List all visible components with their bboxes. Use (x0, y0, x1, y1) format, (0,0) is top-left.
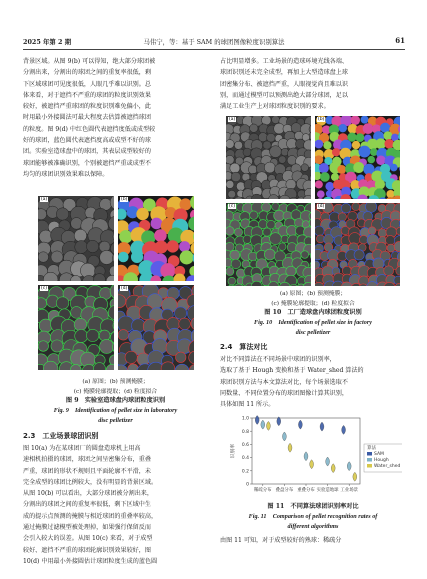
x-tick-label: 叠盘分布 (275, 488, 294, 493)
header-rule (23, 49, 405, 50)
legend-swatch (367, 458, 372, 462)
fig9-panel-b (118, 196, 194, 281)
fig9-panel-c (38, 285, 114, 370)
fig10-panel-a (226, 116, 311, 199)
text-line: 时用最小外接圆法可最大程度去估算被遮挡球团 (23, 114, 151, 122)
right-column-top-text (220, 56, 406, 112)
y-tick-label: 0.4 (241, 456, 249, 462)
fig9-caption-cn: 图 9 实验室造球盘内球团粒度识别 (65, 397, 166, 404)
text-line: 选取了基于 Hough 变换和基于 Water_shed 算法的 (220, 367, 364, 375)
x-tick-label: 稀疏分布 (254, 488, 272, 493)
fig10-tag-b: (b) (318, 117, 325, 122)
fig9-tag-b: (b) (121, 197, 128, 202)
text-line: 体来看，对于遮挡不严重的球团的粒度识别效果 (23, 91, 151, 99)
fig9-caption-en-1: Fig. 9 Identification of pellet size in laboratory (53, 407, 178, 414)
text-line: 速相机拍摄的球团，球团之间呈密集分布，重叠 (23, 456, 151, 464)
left-column-top-text (23, 56, 208, 180)
text-line: 别，而通过模型可以预测出绝大部分球团，足以 (220, 91, 348, 99)
text-line: 成的提示点预测的掩膜与相近球团的重叠率较高， (23, 512, 158, 520)
text-line: 分割出来，分割出的球团之间的重复率很低，剩 (23, 69, 151, 77)
text-line: 球团识别还未完全成型，再加上大型造球盘上球 (220, 69, 348, 77)
figure-9 (38, 196, 194, 372)
text-line: 会引入较大的误差。从图 10(c) 来看，对于成型 (23, 535, 153, 543)
fig9-tag-a: (a) (41, 197, 48, 202)
text-line: 对比不同算法在不同场景中球团的识别率， (220, 356, 336, 363)
y-tick-label: 0.6 (241, 443, 249, 448)
x-tick-label: 实验造地球 (316, 488, 339, 493)
fig10-subcaption-1: (a) 原图；(b) 预测掩膜； (279, 291, 347, 297)
x-tick-label: 工业场景 (340, 488, 358, 493)
y-tick-label: 1.0 (241, 416, 249, 422)
fig10-panel-c (226, 203, 311, 286)
text-line: 严重，球团的形状不规则且平面轮廓不平滑，未 (23, 467, 151, 475)
fig10-tag-a: (a) (229, 117, 236, 122)
running-header (23, 37, 405, 49)
text-line: 通过掩膜过滤模型被处理掉，如果强行保留反而 (23, 524, 151, 532)
legend-swatch (367, 464, 372, 468)
fig10-caption-cn: 图 10 工厂造球盘内球团粒度识别 (264, 309, 362, 316)
y-tick-label: 0.2 (241, 469, 249, 475)
legend-label: Hough (374, 458, 389, 463)
x-tick-label: 重叠分布 (297, 488, 315, 493)
fig11-caption-en-2: different algorithms (287, 523, 339, 530)
text-line: 占比明显增多。工业场景的造球环境光线各端、 (220, 58, 348, 65)
fig10-panel-b (315, 116, 400, 199)
fig9-subcaption-1: (a) 原图；(b) 预测掩膜； (82, 379, 149, 385)
fig10-caption-en-1: Fig. 10 Identification of pellet size in factory (253, 319, 373, 326)
right-column-mid-text (220, 354, 406, 410)
legend-title: 算法 (367, 446, 376, 451)
text-line: 团密集分布、被遮挡严重，人眼视觉尚且难以识 (220, 80, 348, 88)
fig10-tag-c: (c) (229, 204, 236, 209)
running-title: 马伟宁，等：基于 SAM 的球团图像粒度识别算法 (143, 38, 285, 46)
fig9-subcaption-2: (c) 掩膜轮廓提取；(d) 粒度拟合 (73, 389, 158, 395)
text-line: 的粒度。图 9(d) 中红色圆代表遮挡度低或成型较 (23, 125, 156, 133)
text-line: 下区域球团可见度很低，人眼几乎难以识别。总 (23, 80, 151, 88)
text-line: 10(d) 中用最小外接圆估计球团粒度生成的蓝色圆 (23, 557, 158, 565)
figure-10 (226, 116, 400, 286)
y-tick-label: 0 (246, 482, 249, 488)
y-tick-label: 0.8 (241, 429, 249, 435)
fig11-violin-chart (226, 414, 402, 500)
fig11-caption-cn: 图 11 不同算法球团识别率对比 (267, 503, 359, 510)
text-line: 较好，被遮挡严重球团的粒度识别难免偏小，此 (23, 103, 151, 111)
legend-label: SAM (374, 452, 384, 457)
text-line: 图 10(a) 为在某球团厂的圆盘造球机上用高 (23, 445, 141, 452)
text-line: 背景区域。从图 9(b) 可以得知，绝大部分球团被 (23, 58, 156, 65)
text-line: 球团能够被准确识别，个别被遮挡严重或成型不 (23, 159, 151, 167)
section-heading-2-3: 2.3 工业场景球团识别 (23, 432, 99, 440)
left-column-bottom-text (23, 443, 208, 567)
fig9-tag-d: (d) (121, 286, 128, 291)
legend-swatch (367, 452, 372, 456)
text-line: 由图 11 可知，对于成型较好的熟球：稀疏分 (220, 537, 342, 544)
fig9-caption-en-2: disc pelletizer (98, 417, 133, 424)
text-line: 较好、遮挡不严重的球团轮廓识别效果较好，图 (23, 546, 151, 554)
fig9-tag-c: (c) (41, 286, 48, 291)
fig10-tag-d: (d) (318, 204, 325, 209)
text-line: 分割出的球团之间的重复率很低，剩下区域中生 (23, 501, 151, 509)
text-line: 好的球团，蓝色圆代表遮挡度高或成型不好的球 (23, 137, 151, 145)
text-line: 均匀的球团识别效果难以保障。 (23, 170, 109, 178)
text-line: 从图 10(b) 可以看出，大部分球团被分割出来， (23, 490, 153, 498)
fig11-caption-en-1: Fig. 11 Comparison of pellet recognition rates of (248, 513, 378, 520)
y-axis-label: 识别率 (231, 443, 236, 459)
legend-label: Water_shed (374, 464, 401, 469)
text-line: 同数量、不同位置分布的球团图像计算其识别， (220, 389, 348, 397)
text-line: 球团识别方法与本文算法对比，每个场景选取不 (220, 378, 348, 386)
text-line: 完全成型的球团比例较大，没有明显的背景区域。 (23, 478, 158, 486)
issue-label: 2025 年第 2 期 (23, 38, 72, 46)
page-number: 61 (395, 36, 405, 45)
text-line: 具体如图 11 所示。 (220, 401, 275, 409)
text-line: 满足工业生产上对球团粒度识别的要求。 (220, 103, 330, 111)
fig10-caption-en-2: disc pelletizer (295, 329, 331, 336)
fig9-panel-a (38, 196, 114, 281)
fig10-subcaption-2: (c) 掩膜轮廓提取；(d) 粒度拟合 (271, 301, 355, 307)
fig10-panel-d (315, 203, 400, 286)
text-line: 团。实验室造球盘中的球团，其表层成型较好的 (23, 148, 151, 156)
right-column-bottom-text (220, 535, 406, 546)
section-heading-2-4: 2.4 算法对比 (220, 343, 268, 351)
fig9-panel-d (118, 285, 194, 370)
